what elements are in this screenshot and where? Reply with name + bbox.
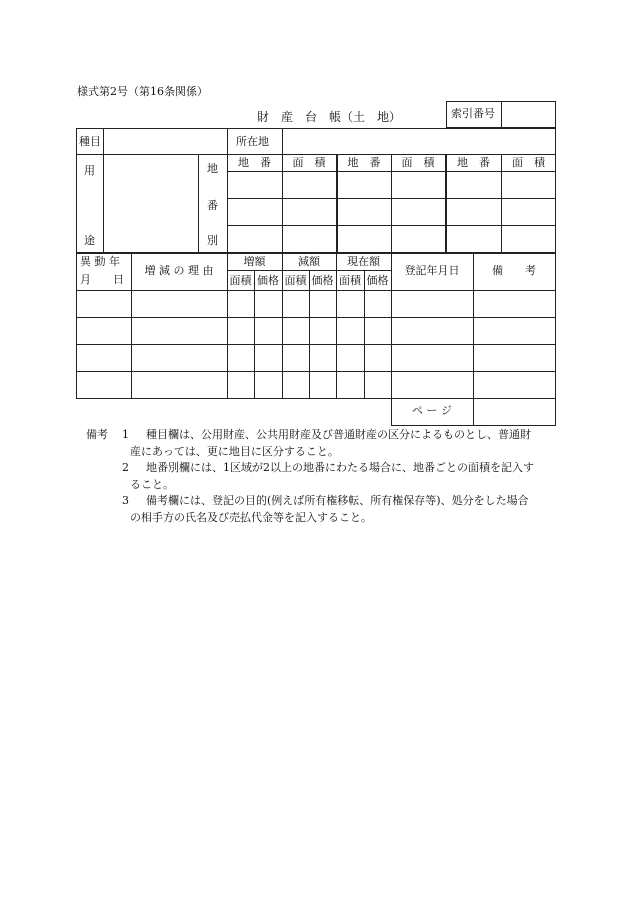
note-item-1: 備考 1 種目欄は、公用財産、公共用財産及び普通財産の区分によるものとし、普通財 産にあっては、更に地目に区分すること。	[86, 428, 531, 458]
lot-label-3: 別	[207, 234, 218, 247]
lot-number-header-3: 地 番	[457, 156, 490, 169]
page-title: 財 産 台 帳（土 地）	[257, 110, 402, 124]
decrease-header: 減額	[298, 255, 320, 268]
area-header-2: 面 積	[401, 156, 435, 169]
lot-label-2: 番	[207, 199, 218, 212]
increase-header: 増額	[243, 255, 266, 268]
current-area-header: 面積	[339, 274, 361, 287]
use-field[interactable]	[104, 155, 198, 252]
area-header-1: 面 積	[292, 156, 326, 169]
location-field[interactable]	[283, 129, 555, 154]
notes-section	[86, 427, 566, 526]
notes-label: 備考	[86, 428, 108, 441]
use-label-top: 用	[84, 164, 95, 177]
area-header-3: 面 積	[512, 156, 545, 169]
decrease-area-header: 面積	[284, 274, 307, 287]
increase-area-header: 面積	[229, 274, 252, 287]
type-label: 種目	[79, 135, 101, 148]
current-price-header: 価格	[366, 274, 389, 287]
reason-header: 増 減 の 理 由	[144, 264, 214, 277]
lot-label-1: 地	[207, 162, 218, 175]
location-label: 所在地	[236, 135, 269, 148]
increase-price-header: 価格	[257, 274, 279, 287]
form-number: 様式第2号（第16条関係）	[77, 85, 208, 98]
decrease-price-header: 価格	[311, 274, 334, 287]
page-label: ペ ー ジ	[412, 404, 452, 417]
lot-number-header-1: 地 番	[238, 156, 271, 169]
change-date-header-bottom: 月 日	[80, 273, 124, 286]
registration-date-header: 登記年月日	[404, 264, 460, 277]
current-header: 現在額	[347, 255, 380, 268]
type-field[interactable]	[104, 129, 226, 154]
lot-number-header-2: 地 番	[347, 156, 381, 169]
use-label-bottom: 途	[84, 234, 95, 247]
change-date-header-top: 異 動 年	[80, 255, 120, 268]
page-field[interactable]	[474, 399, 555, 425]
note-item-3: 3 備考欄には、登記の目的(例えば所有権移転、所有権保存等)、処分をした場合 の相手方の氏名及び売払代金等を記入すること。	[122, 494, 529, 524]
note-item-2: 2 地番別欄には、1区域が2以上の地番にわたる場合に、地番ごとの面積を記入す ること。	[122, 461, 534, 491]
index-label: 索引番号	[451, 107, 495, 120]
remarks-header: 備 考	[492, 264, 536, 277]
index-number-field[interactable]	[502, 102, 555, 127]
